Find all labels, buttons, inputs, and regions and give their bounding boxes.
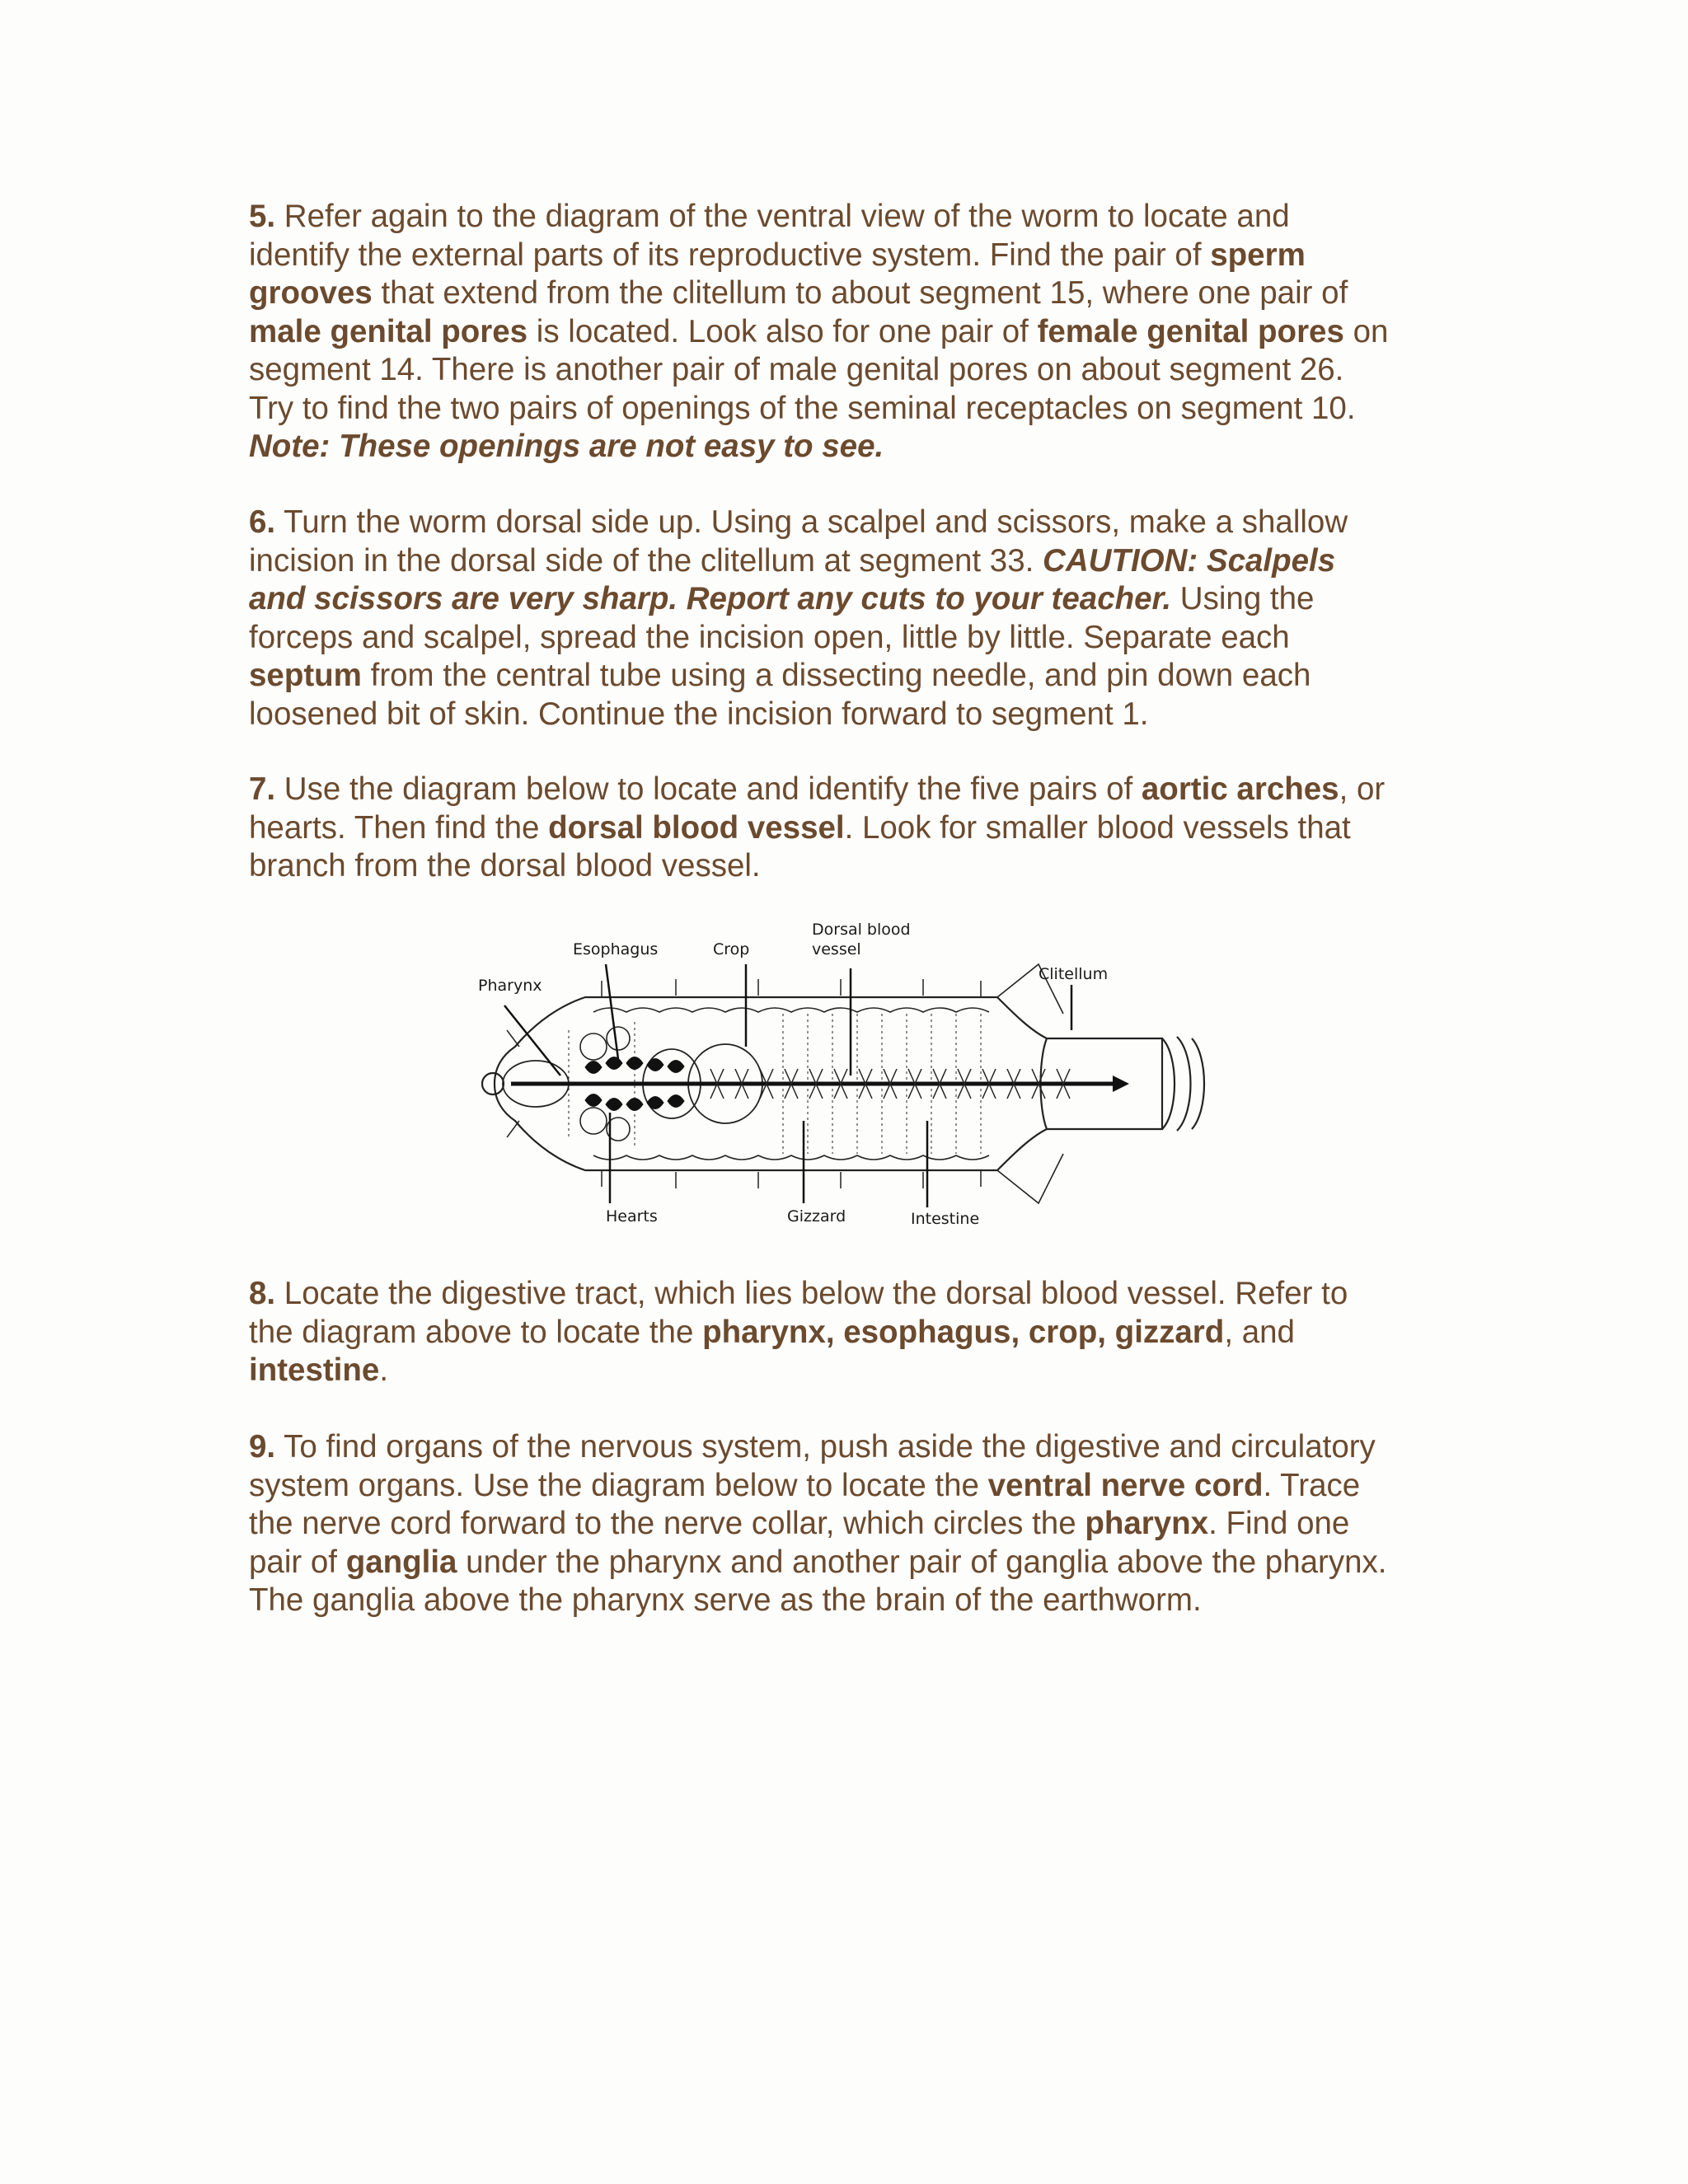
text-line: branch from the dorsal blood vessel. [249,848,761,883]
text: Turn the worm dorsal side up. Using a scalpel and scissors, make a shallow [275,504,1348,540]
text-line [249,1314,1469,1352]
label-esophagus: Esophagus [573,940,659,958]
text-line [249,1352,1469,1390]
text: . Look for smaller blood vessels that [844,809,1351,846]
text-line [249,274,1469,313]
caution: CAUTION: Scalpels [1043,542,1336,579]
text: . Trace [1263,1467,1361,1503]
text-line [249,504,1469,542]
text-line [249,657,1469,696]
text-line [249,1275,1469,1314]
text-line [249,237,1469,275]
label-dorsal-blood-vessel: Dorsal blood [812,921,911,939]
text: , or [1339,771,1386,807]
term-male-genital-pores: male genital pores [249,313,528,349]
step-number: 6. [249,504,276,540]
text-line: Try to find the two pairs of openings of the seminal receptacles on segment 10. [249,390,1356,426]
text-line: The ganglia above the pharynx serve as the brain of the earthworm. [249,1582,1202,1618]
step-number: 8. [249,1276,276,1311]
text-line [249,809,1469,848]
earthworm-dissection-diagram [470,915,1212,1236]
step-number: 5. [249,199,276,234]
text: Use the diagram below to locate and identify the five pairs of [275,771,1142,807]
text: To find organs of the nervous system, push aside the digestive and circulatory [275,1429,1376,1465]
label-dorsal-blood-vessel-2: vessel [812,940,861,958]
text: the nerve cord forward to the nerve collar, which circles the [249,1506,1085,1541]
text: is located. Look also for one pair of [528,313,1038,349]
text-line [249,771,1469,809]
text-line: segment 14. There is another pair of male genital pores on about segment 26. [249,352,1344,387]
paragraph-step-6 [249,504,1469,733]
paragraph-step-8 [249,1275,1469,1390]
label-hearts: Hearts [606,1207,658,1226]
text: system organs. Use the diagram below to locate the [249,1467,988,1503]
text-line: forceps and scalpel, spread the incision open, little by little. Separate each [249,619,1290,655]
text-line [249,313,1469,352]
text: incision in the dorsal side of the clitellum at segment 33. [249,542,1043,579]
label-crop: Crop [713,940,750,958]
paragraph-step-5 [249,198,1469,466]
text: that extend from the clitellum to about segment 15, where one pair of [372,275,1348,311]
text-line [249,1467,1469,1506]
text: pair of [249,1544,346,1580]
step-number: 7. [249,771,276,807]
label-intestine: Intestine [911,1210,980,1228]
term-grooves: grooves [249,275,373,311]
term-sperm: sperm [1210,237,1306,273]
label-gizzard: Gizzard [787,1207,846,1226]
text: under the pharynx and another pair of ganglia above the pharynx. [457,1544,1387,1580]
text: Locate the digestive tract, which lies below the dorsal blood vessel. Refer to [275,1276,1348,1311]
term-ventral-nerve-cord: ventral nerve cord [987,1467,1264,1503]
text: Using the [1171,581,1315,616]
text: from the central tube using a dissecting needle, and pin down each [361,658,1311,693]
term-intestine: intestine [249,1352,380,1388]
text-line [249,1428,1469,1467]
term-digestive-organs: pharynx, esophagus, crop, gizzard [702,1314,1225,1350]
text: hearts. Then find the [249,809,549,846]
text-line [249,1544,1469,1582]
caution: and scissors are very sharp. Report any cuts to your teacher. [249,581,1172,616]
text: the diagram above to locate the [249,1314,703,1350]
text-line [249,198,1469,237]
label-pharynx: Pharynx [478,977,542,995]
text-line [249,580,1469,619]
text: Refer again to the diagram of the ventral view of the worm to locate and [275,199,1290,234]
text-line: loosened bit of skin. Continue the incision forward to segment 1. [249,696,1149,732]
paragraph-step-9 [249,1428,1469,1620]
term-female-genital-pores: female genital pores [1037,313,1344,349]
term-dorsal-blood-vessel: dorsal blood vessel [548,809,845,846]
term-septum: septum [249,658,362,693]
paragraph-step-7 [249,771,1469,886]
text: . Find one [1208,1506,1350,1541]
text: identify the external parts of its reproductive system. Find the pair of [249,237,1211,273]
term-pharynx: pharynx [1085,1506,1209,1541]
term-ganglia: ganglia [345,1544,457,1580]
note: Note: These openings are not easy to see. [249,429,884,464]
text: , and [1224,1314,1295,1350]
text: on [1343,313,1389,349]
text-line [249,1505,1469,1544]
text-line [249,542,1469,581]
term-aortic-arches: aortic arches [1141,771,1339,807]
step-number: 9. [249,1429,276,1465]
text: . [379,1352,389,1388]
label-clitellum: Clitellum [1039,965,1109,983]
